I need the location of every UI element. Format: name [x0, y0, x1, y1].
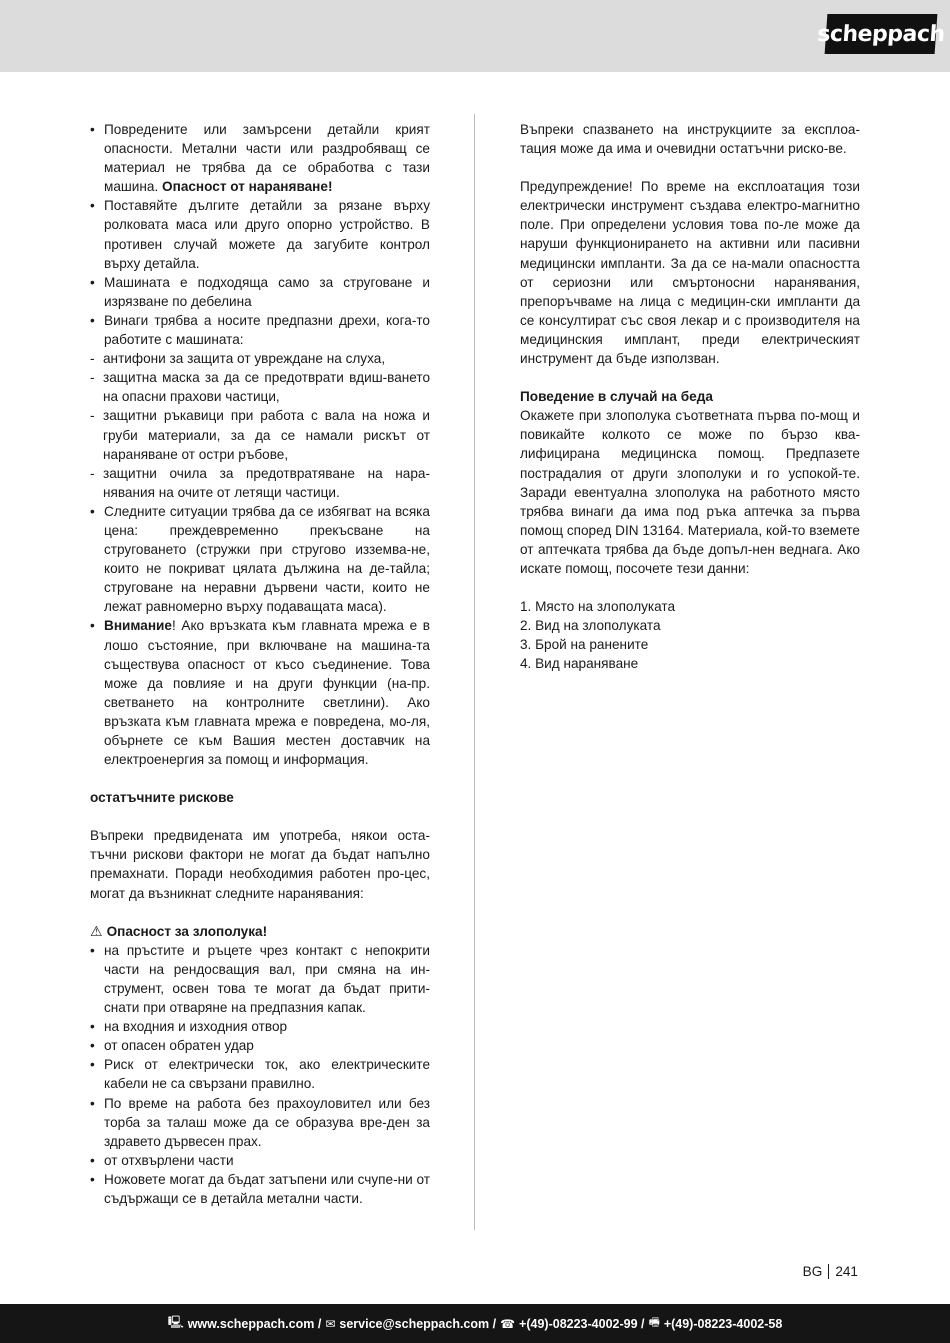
language-code: BG — [802, 1264, 823, 1279]
accident-instructions: Окажете при злополука съответната първа по-мощ и повикайте колкото се може по бързо ква-лифицирана медицинска помощ. Предпазете пострадалия от други злополуки и го успокой-те. Заради евентуална злополука на работното място трябва винаги да има под ръка аптечка за първа помощ според DIN 13164. Материала, кой-то вземете от аптечката трябва да бъде допъл-нен веднага. Ако искате помощ, посочете тези данни: — [520, 408, 860, 576]
list-item: • от опасен обратен удар — [90, 1036, 430, 1055]
left-column — [90, 120, 430, 1208]
header-bar — [0, 0, 950, 72]
list-item: - защитни очила за предотвратяване на нара-нявания на очите от летящи частици. — [90, 464, 430, 502]
computer-icon: 🖳 — [167, 1315, 184, 1329]
residual-risks-note: Въпреки спазването на инструкциите за експлоа-тация може да има и очевидни остатъчни риско-ве. — [520, 122, 860, 157]
safety-bullet-list — [90, 120, 430, 769]
protective-gear-list — [90, 349, 430, 502]
list-item: • По време на работа без прахоуловител или без торба за талаш може да се образува вре-ден за здравето дървесен прах. — [90, 1094, 430, 1151]
warning-triangle-icon: ⚠ — [90, 922, 103, 939]
list-item: • Винаги трябва а носите предпазни дрехи, кога-то работите с машината: - антифони за защита от увреждане на слуха, - защитна маска за да се предотврати вдиш-ването на опасни прахови частици, - защитни ръкавици при работа с вала на ножа и груби материали, за да се намали рискът от нараняване от остри ръбове, - защитни очила за предотвратяване на нара-нявания на очите от летящи частици. — [90, 311, 430, 502]
list-item: - защитна маска за да се предотврати вдиш-ването на опасни прахови частици, — [90, 368, 430, 406]
list-item: • Следните ситуации трябва да се избягват на всяка цена: преждевременно прекъсване на струговането (стружки при стругово изземва-не, които не покриват цялата дължина на де-тайла; струговане на неравни дървени части, които не лежат равномерно върху подаващата маса). — [90, 502, 430, 617]
emf-warning: Предупреждение! По време на експлоатация този електрически инструмент създава електро-магнитно поле. При определени условия това по-ле може да наруши функционирането на активни или пасивни медицински импланти. За да се на-мали опасността от сериозни или смъртоносни наранявания, препоръчваме на лица с медицин-ски импланти да се консултират със своя лекар и с производителя на медицинския имплант, преди електрическият инструмент да бъде използван. — [520, 179, 860, 367]
mail-icon: ✉ — [325, 1316, 336, 1331]
list-item: 2. Вид на злополуката — [520, 618, 661, 634]
list-item: • Риск от електрически ток, ако електрическите кабели не са свързани правилно. — [90, 1055, 430, 1093]
accident-heading: Поведение в случай на беда — [520, 389, 713, 405]
list-item: • от отхвърлени части — [90, 1151, 430, 1170]
scheppach-logo: scheppach — [825, 14, 938, 54]
right-column — [520, 120, 860, 673]
column-divider — [474, 114, 475, 1230]
email-link[interactable]: service@scheppach.com / — [339, 1316, 497, 1331]
residual-risks-intro: Въпреки предвидената им употреба, някои оста-тъчни рискови фактори не могат да бъдат напълно премахнати. Поради необходимия работен про-цес, могат да възникнат следните наранявания: — [90, 828, 430, 901]
list-item: - защитни ръкавици при работа с вала на ножа и груби материали, за да се намали рискът от нараняване от остри ръбове, — [90, 406, 430, 463]
list-item: 1. Място на злополуката — [520, 599, 676, 615]
phone-number: +(49)-08223-4002-99 / — [519, 1316, 645, 1331]
phone-icon: ☎ — [500, 1316, 516, 1331]
accident-info-list — [520, 597, 860, 673]
list-item: 4. Вид нараняване — [520, 656, 639, 672]
list-item: • Внимание! Ако връзката към главната мрежа е в лошо състояние, при включване на машина-та съществува опасност от късо съединение. Това може да повлияе и на други функции (на-пр. светването на контролните светлини). Ако връзката към главната мрежа е повредена, мо-ля, обърнете се към Вашия местен доставчик на електроенергия за помощ и информация. — [90, 616, 430, 769]
list-item: 3. Брой на ранените — [520, 637, 649, 653]
list-item: • Машината е подходяща само за струговане и изрязване по дебелина — [90, 273, 430, 311]
list-item: - антифони за защита от увреждане на слуха, — [90, 349, 430, 368]
list-item: • на пръстите и ръцете чрез контакт с непокрити части на рендосващия вал, при смяна на ин-струмент, освен това те могат да бъдат прити-снати при отваряне на предпазния капак. — [90, 941, 430, 1017]
page-number-value: 241 — [835, 1264, 858, 1279]
danger-heading: ⚠ Опасност за злополука! — [90, 922, 430, 941]
danger-list — [90, 941, 430, 1208]
separator — [828, 1264, 829, 1279]
fax-icon: 🖷 — [648, 1315, 660, 1329]
list-item: • Ножовете могат да бъдат затъпени или счупе-ни от съдържащи се в детайла метални части. — [90, 1170, 430, 1208]
contact-footer — [0, 1304, 950, 1343]
list-item: • на входния и изходния отвор — [90, 1017, 430, 1036]
residual-risks-heading: остатъчните рискове — [90, 790, 234, 806]
website-link[interactable]: www.scheppach.com / — [187, 1316, 322, 1331]
fax-number: +(49)-08223-4002-58 — [663, 1316, 783, 1331]
page-number — [803, 1264, 858, 1279]
list-item: • Поставяйте дългите детайли за рязане върху ролковата маса или друго опорно устройство. В противен случай можете да загубите контрол върху детайла. — [90, 196, 430, 272]
list-item: • Повредените или замърсени детайли крият опасности. Метални части или раздробяващ се материал не трябва да се обработва с тази машина. Опасност от нараняване! — [90, 120, 430, 196]
